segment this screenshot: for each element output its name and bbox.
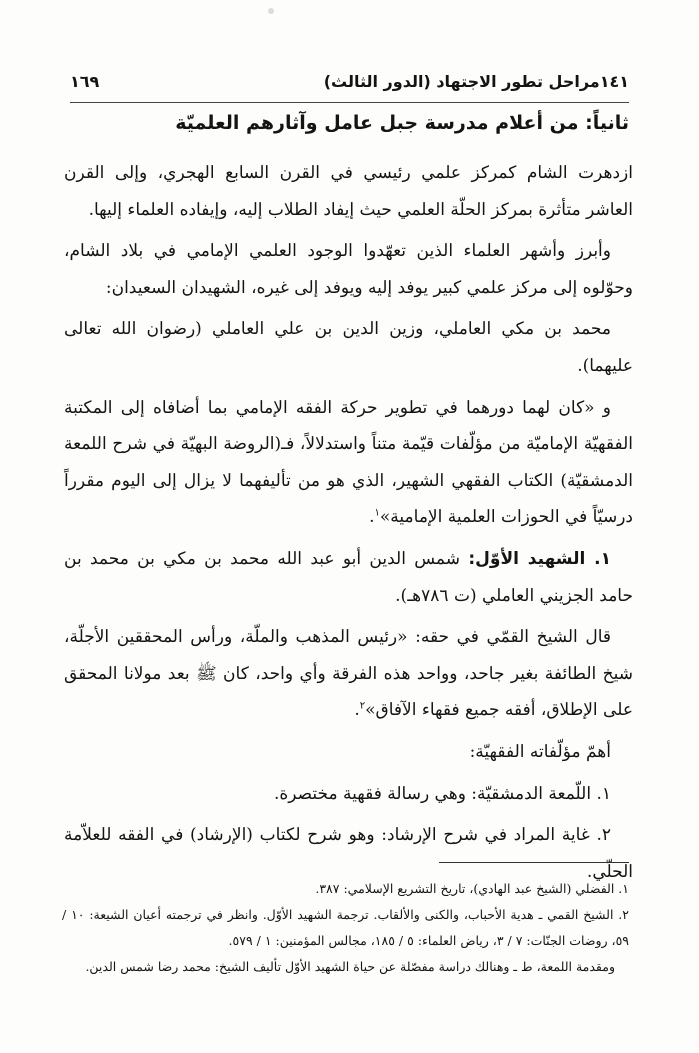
paragraph: و «كان لهما دورهما في تطوير حركة الفقه الإمامي بما أضافاه إلى المكتبة الفقهيّة الإماميّة من مؤلّفات قيّمة متناً واستدلالاً، فـ(الروضة البهيّة في شرح اللمعة الدمشقيّة) الكتاب الفقهي الشهير، الذي هو من تأليفهما لا يزال إلى اليوم مقرراً درسيّاً في الحوزات العلمية الإمامية»$^١$.	[64, 397, 633, 528]
footnote: ٢. الشيخ القمي ـ هدية الأحباب، والكنى والألقاب. ترجمة الشهيد الأوّل. وانظر في ترجمته أعيان الشيعة: ١٠ / ٥٩، روضات الجنّات: ٧ / ٣، رياض العلماء: ٥ / ١٨٥، مجالس المؤمنين: ١ / ٥٧٩.	[62, 907, 629, 948]
paragraph: وأبرز وأشهر العلماء الذين تعهّدوا الوجود العلمي الإمامي في بلاد الشام، وحوّلوه إلى مركز علمي كبير يوفد إليه ويوفد إلى غيره، الشهيدان السعيدان:	[64, 241, 633, 298]
footnote-rule	[439, 862, 629, 863]
paragraph: قال الشيخ القمّي في حقه: «رئيس المذهب والملّة، ورأس المحققين الأجلّة، شيخ الطائفة بغير جاحد، وواحد هذه الفرقة وأي واحد، كان ﷺ بعد مولانا المحقق على الإطلاق، أفقه جميع فقهاء الآفاق»$^٢$.	[64, 627, 633, 721]
entry-text: شمس الدين أبو عبد الله محمد بن مكي بن محمد بن حامد الجزيني العاملي (ت ٧٨٦هـ).	[64, 548, 633, 606]
footnotes	[62, 876, 629, 980]
paragraph	[64, 541, 633, 614]
entry-label: ١. الشهيد الأوّل:	[468, 548, 611, 569]
footnote-ref: ١	[374, 507, 380, 519]
header-rule	[70, 102, 629, 103]
section-title: ثانياً: من أعلام مدرسة جبل عامل وآثارهم العلميّة	[175, 112, 629, 134]
paragraph: ازدهرت الشام كمركز علمي رئيسي في القرن السابع الهجري، وإلى القرن العاشر متأثرة بمركز الحلّة العلمي حيث إيفاد الطلاب إليه، وإيفاده العلماء إليها.	[64, 163, 633, 220]
paragraph: أهمّ مؤلّفاته الفقهيّة:	[469, 741, 611, 762]
footnote-ref: ٢	[359, 700, 366, 712]
footnote: ومقدمة اللمعة، ط ـ وهنالك دراسة مفصّلة عن حياة الشهيد الأوّل تأليف الشيخ: محمد رضا شمس الدين.	[85, 959, 615, 974]
print-smudge	[268, 8, 274, 14]
quote-text: قال الشيخ القمّي في حقه: «رئيس المذهب والملّة، ورأس المحققين الأجلّة، شيخ الطائفة بغير جاحد، وواحد هذه الفرقة وأي واحد، كان ﷺ بعد مولانا المحقق على الإطلاق، أفقه جميع فقهاء الآفاق»	[64, 627, 633, 721]
page-number: ١٦٩	[70, 71, 100, 91]
paragraph: محمد بن مكي العاملي، وزين الدين بن علي العاملي (رضوان الله تعالى عليهما).	[64, 319, 633, 376]
quote-text: و «كان لهما دورهما في تطوير حركة الفقه الإمامي بما أضافاه إلى المكتبة الفقهيّة الإماميّة من مؤلّفات قيّمة متناً واستدلالاً، فـ(الروضة البهيّة في شرح اللمعة الدمشقيّة) الكتاب الفقهي الشهير، الذي هو من تأليفهما لا يزال إلى اليوم مقرراً درسيّاً في الحوزات العلمية الإمامية»	[64, 397, 633, 528]
page-header	[70, 66, 629, 96]
list-item: ٢. غاية المراد في شرح الإرشاد: وهو شرح لكتاب (الإرشاد) في الفقه للعلاّمة الحلّي.	[64, 825, 633, 882]
list-item: ١. اللّمعة الدمشقيّة: وهي رسالة فقهية مختصرة.	[273, 783, 611, 804]
footnote: ١. الفضلي (الشيخ عبد الهادي)، تاريخ التشريع الإسلامي: ٣٨٧.	[315, 881, 629, 896]
running-title: ١٤١مراحل تطور الاجتهاد (الدور الثالث)	[323, 71, 629, 91]
body-text	[64, 155, 633, 895]
